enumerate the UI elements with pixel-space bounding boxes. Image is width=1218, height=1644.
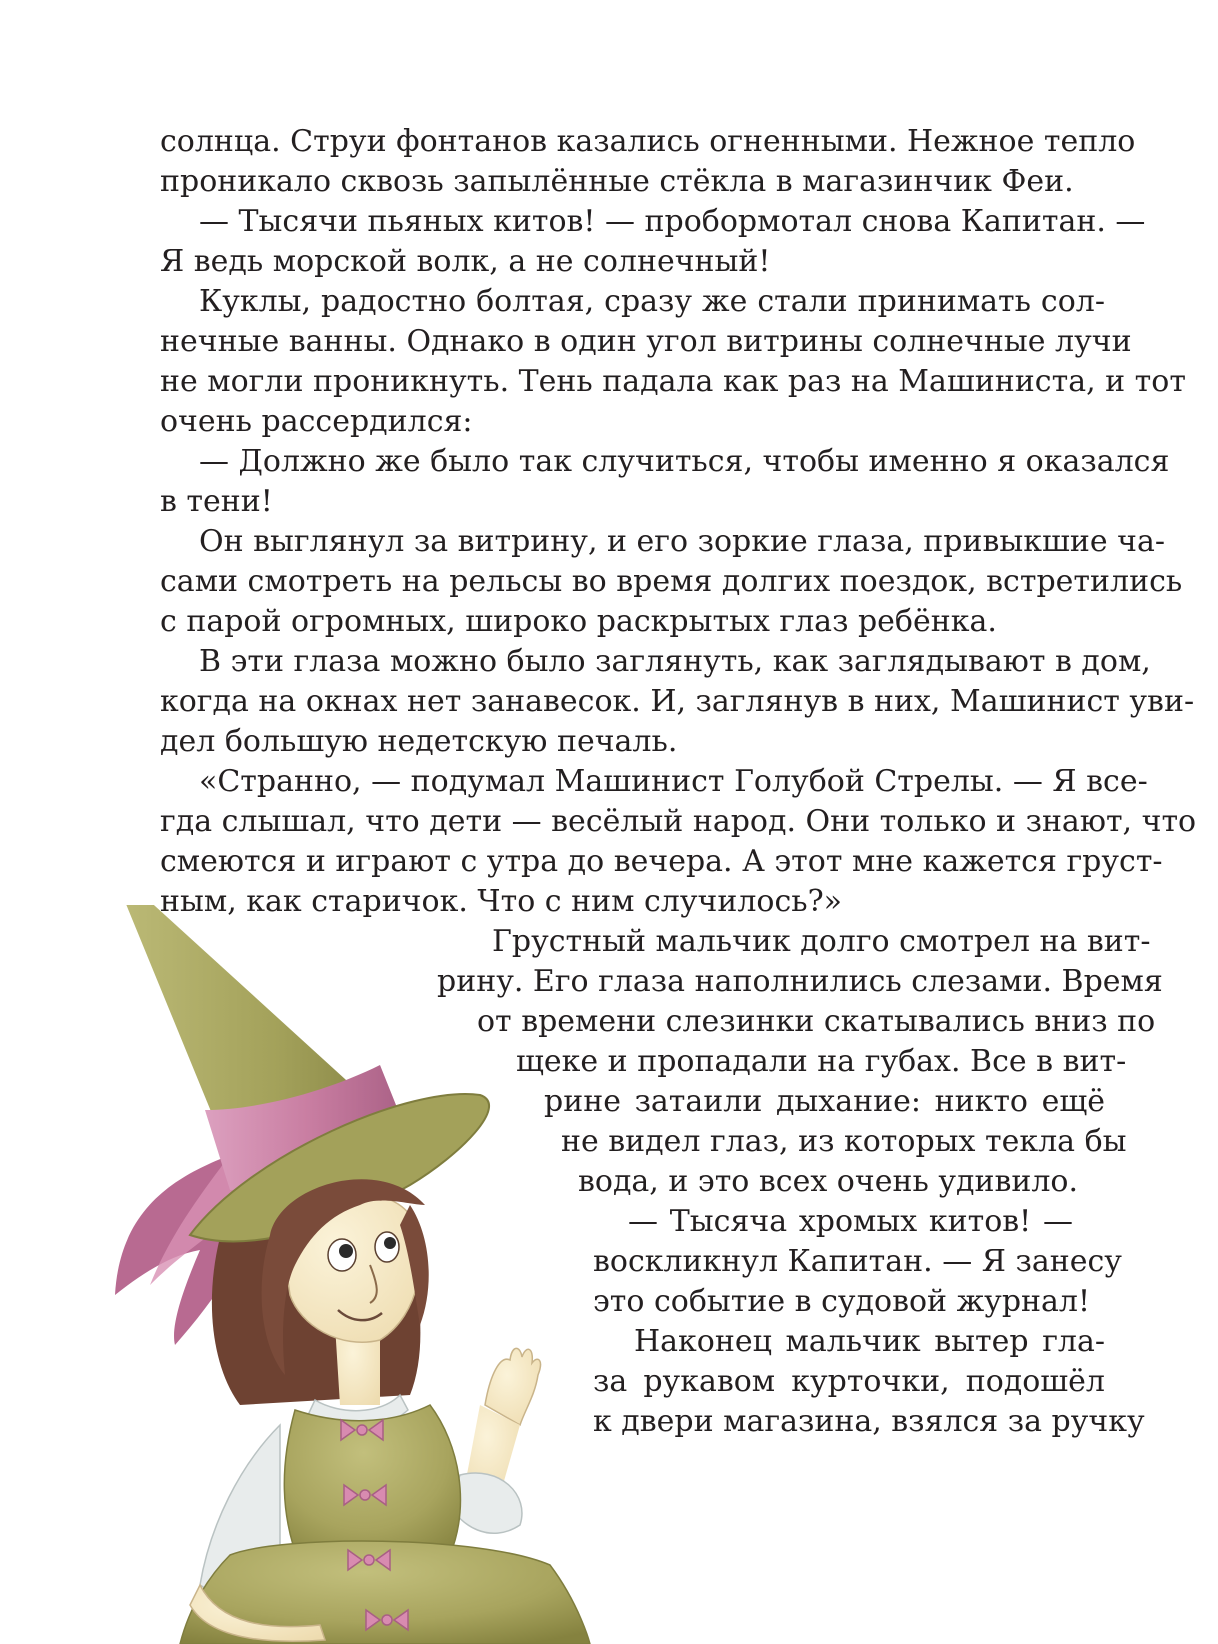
text-line: вода, и это всех очень удивило. bbox=[578, 1164, 1078, 1199]
text-line: ным, как старичок. Что с ним случилось?» bbox=[160, 884, 843, 919]
text-line: Куклы, радостно болтая, сразу же стали принимать сол- bbox=[199, 284, 1105, 319]
text-line: дел большую недетскую печаль. bbox=[160, 724, 678, 759]
text-line: щеке и пропадали на губах. Все в вит- bbox=[516, 1044, 1127, 1079]
text-line: к двери магазина, взялся за ручку bbox=[593, 1404, 1145, 1439]
text-line: когда на окнах нет занавесок. И, заглянув в них, Машинист уви- bbox=[160, 684, 1195, 719]
text-line: — Тысяча хромых китов! — bbox=[628, 1204, 1073, 1239]
text-line: не видел глаз, из которых текла бы bbox=[561, 1124, 1127, 1159]
text-line: солнца. Струи фонтанов казались огненными. Нежное тепло bbox=[160, 124, 1136, 159]
text-line: смеются и играют с утра до вечера. А этот мне кажется груст- bbox=[160, 844, 1163, 879]
text-line: Грустный мальчик долго смотрел на вит- bbox=[492, 924, 1151, 959]
text-line: Я ведь морской волк, а не солнечный! bbox=[160, 244, 771, 279]
text-line: «Странно, — подумал Машинист Голубой Стрелы. — Я все- bbox=[199, 764, 1148, 799]
text-line: за рукавом курточки, подошёл bbox=[593, 1364, 1105, 1399]
text-line: проникало сквозь запылённые стёкла в магазинчик Феи. bbox=[160, 164, 1074, 199]
text-line: это событие в судовой журнал! bbox=[593, 1284, 1091, 1319]
text-line: В эти глаза можно было заглянуть, как заглядывают в дом, bbox=[199, 644, 1151, 679]
text-line: очень рассердился: bbox=[160, 404, 473, 439]
text-line: Он выглянул за витрину, и его зоркие глаза, привыкшие ча- bbox=[199, 524, 1166, 559]
text-line: рину. Его глаза наполнились слезами. Время bbox=[437, 964, 1163, 999]
text-line: рине затаили дыхание: никто ещё bbox=[544, 1084, 1105, 1119]
text-line: сами смотреть на рельсы во время долгих поездок, встретились bbox=[160, 564, 1183, 599]
text-line: от времени слезинки скатывались вниз по bbox=[477, 1004, 1156, 1039]
text-line: не могли проникнуть. Тень падала как раз на Машиниста, и тот bbox=[160, 364, 1186, 399]
text-line: воскликнул Капитан. — Я занесу bbox=[593, 1244, 1122, 1279]
text-line: Наконец мальчик вытер гла- bbox=[634, 1324, 1105, 1359]
text-line: — Должно же было так случиться, чтобы именно я оказался bbox=[199, 444, 1170, 479]
text-line: гда слышал, что дети — весёлый народ. Они только и знают, что bbox=[160, 804, 1197, 839]
text-line: нечные ванны. Однако в один угол витрины солнечные лучи bbox=[160, 324, 1132, 359]
text-line: — Тысячи пьяных китов! — пробормотал снова Капитан. — bbox=[199, 204, 1146, 239]
text-line: с парой огромных, широко раскрытых глаз ребёнка. bbox=[160, 604, 997, 639]
fairy-illustration bbox=[80, 905, 600, 1644]
text-line: в тени! bbox=[160, 484, 273, 519]
